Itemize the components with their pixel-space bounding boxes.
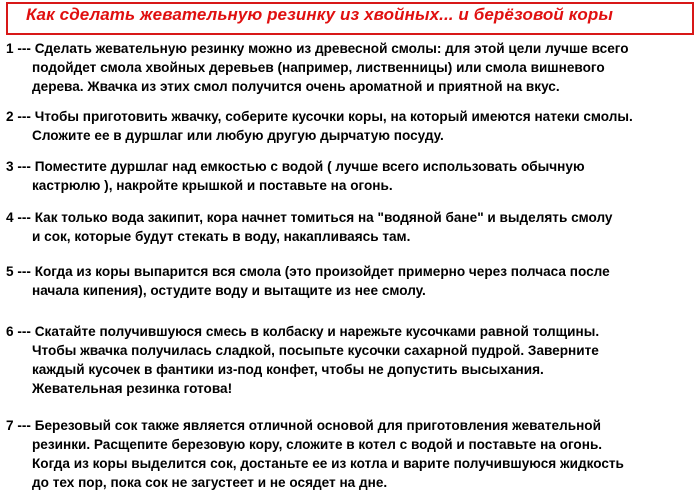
- step-line: до тех пор, пока сок не загустеет и не осядет на дне.: [32, 475, 388, 490]
- step-5: [6, 262, 696, 300]
- step-line: резинки. Расщепите березовую кору, сложите в котел с водой и поставьте на огонь.: [32, 437, 603, 452]
- step-6: [6, 322, 696, 398]
- step-line: 6 --- Скатайте получившуюся смесь в колбаску и нарежьте кусочками равной толщины.: [6, 324, 600, 339]
- step-line: Сложите ее в дуршлаг или любую другую дырчатую посуду.: [32, 128, 444, 143]
- step-4: [6, 208, 696, 246]
- step-line: начала кипения), остудите воду и вытащите из нее смолу.: [32, 283, 426, 298]
- step-line: подойдет смола хвойных деревьев (например, лиственницы) или смола вишневого: [32, 60, 605, 75]
- step-3: [6, 157, 696, 195]
- step-line: 1 --- Сделать жевательную резинку можно из древесной смолы: для этой цели лучше всего: [6, 41, 629, 56]
- step-line: Жевательная резинка готова!: [32, 381, 233, 396]
- step-line: 4 --- Как только вода закипит, кора начнет томиться на "водяной бане" и выделять смолу: [6, 210, 613, 225]
- step-line: кастрюлю ), накройте крышкой и поставьте на огонь.: [32, 178, 393, 193]
- step-1: [6, 39, 696, 96]
- step-line: 3 --- Поместите дуршлаг над емкостью с водой ( лучше всего использовать обычную: [6, 159, 585, 174]
- step-line: Когда из коры выделится сок, достаньте ее из котла и варите получившуюся жидкость: [32, 456, 624, 471]
- step-7: [6, 416, 696, 492]
- step-line: Чтобы жвачка получилась сладкой, посыпьте кусочки сахарной пудрой. Заверните: [32, 343, 599, 358]
- step-line: 5 --- Когда из коры выпарится вся смола (это произойдет примерно через полчаса после: [6, 264, 610, 279]
- step-2: [6, 107, 696, 145]
- page-title: Как сделать жевательную резинку из хвойных... и берёзовой коры: [26, 5, 614, 24]
- step-line: и сок, которые будут стекать в воду, накапливаясь там.: [32, 229, 411, 244]
- step-line: 7 --- Березовый сок также является отличной основой для приготовления жевательной: [6, 418, 601, 433]
- step-line: 2 --- Чтобы приготовить жвачку, соберите кусочки коры, на который имеются натеки смолы.: [6, 109, 633, 124]
- step-line: дерева. Жвачка из этих смол получится очень ароматной и приятной на вкус.: [32, 79, 560, 94]
- step-line: каждый кусочек в фантики из-под конфет, чтобы не допустить высыхания.: [32, 362, 544, 377]
